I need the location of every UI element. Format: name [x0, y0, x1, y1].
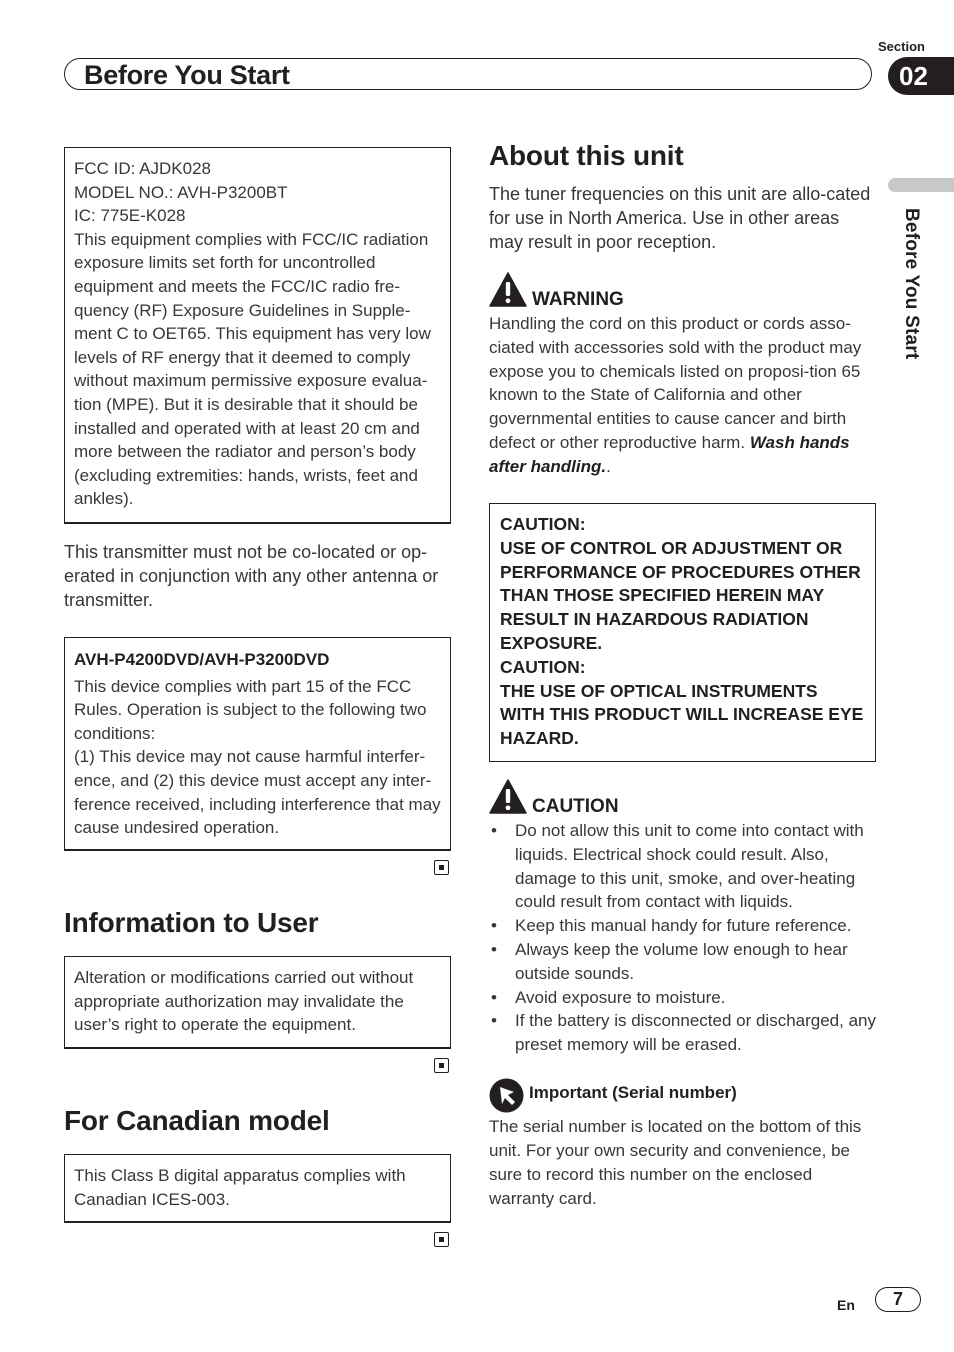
list-item: • Do not allow this unit to come into contact with liquids. Electrical shock could result. Also, damage to this unit, smoke, and over-heating could result from contact with liquids. [489, 819, 879, 914]
list-item: • Keep this manual handy for future reference. [489, 914, 879, 938]
canadian-model-text: This Class B digital apparatus complies with Canadian ICES-003. [74, 1166, 406, 1209]
warning-emphasis: Wash hands after handling. [489, 432, 850, 476]
laser-caution-line-3: CAUTION: [500, 656, 586, 677]
fcc-part15-text-2: (1) This device may not cause harmful interfer-ence, and (2) this device must accept any inter-ference received, including interference that may cause undesired operation. [74, 747, 441, 838]
important-text: The serial number is located on the bottom of this unit. For your own security and convenience, be sure to record this number on the enclosed warranty card. [489, 1117, 862, 1208]
list-item: • Avoid exposure to moisture. [489, 986, 879, 1010]
warning-tail: . [606, 456, 611, 476]
list-item: • If the battery is disconnected or discharged, any preset memory will be erased. [489, 1009, 879, 1057]
important-title: Important (Serial number) [529, 1083, 737, 1102]
caution-title: CAUTION [532, 796, 619, 817]
laser-caution-line-1: CAUTION: [500, 514, 586, 534]
side-tab-bar [888, 178, 954, 192]
section-label: Section [878, 39, 925, 54]
ic-line: IC: 775E-K028 [74, 206, 186, 226]
page-header-title: Before You Start [84, 60, 290, 90]
fcc-exposure-box [64, 147, 451, 524]
end-of-section-icon [434, 1232, 449, 1247]
information-to-user-box [64, 956, 451, 1049]
warning-triangle-icon [489, 272, 527, 308]
about-this-unit-heading: About this unit [489, 140, 684, 171]
information-to-user-text: Alteration or modifications carried out without appropriate authorization may invalidate the user’s right to operate the equipment. [74, 968, 414, 1035]
side-tab-label: Before You Start [901, 208, 922, 360]
fcc-part15-title: AVH-P4200DVD/AVH-P3200DVD [74, 650, 330, 669]
canadian-model-box [64, 1154, 451, 1223]
canadian-model-heading: For Canadian model [64, 1105, 330, 1136]
laser-caution-box [489, 503, 876, 762]
caution-list [489, 819, 879, 1057]
warning-title: WARNING [532, 289, 624, 310]
model-number-line: MODEL NO.: AVH-P3200BT [74, 182, 288, 202]
about-this-unit-text: The tuner frequencies on this unit are allo-cated for use in North America. Use in other areas may result in poor reception. [489, 184, 871, 252]
section-number-badge: 02 [888, 57, 954, 95]
information-to-user-heading: Information to User [64, 907, 319, 938]
fcc-part15-box [64, 637, 451, 851]
end-of-section-icon [434, 1058, 449, 1073]
warning-text-block [489, 312, 877, 479]
fcc-part15-text-1: This device complies with part 15 of the FCC Rules. Operation is subject to the following two conditions: [74, 676, 427, 743]
laser-caution-line-4: THE USE OF OPTICAL INSTRUMENTS WITH THIS PRODUCT WILL INCREASE EYE HAZARD. [500, 680, 864, 749]
transmitter-text: This transmitter must not be co-located or op-erated in conjunction with any other antenna or transmitter. [64, 542, 439, 610]
page-number: 7 [875, 1287, 921, 1312]
caution-triangle-icon [489, 779, 527, 815]
laser-caution-line-2: USE OF CONTROL OR ADJUSTMENT OR PERFORMANCE OF PROCEDURES OTHER THAN THOSE SPECIFIED HEREIN MAY RESULT IN HAZARDOUS RADIATION EXPOSURE. [500, 537, 861, 653]
warning-text: Handling the cord on this product or cords asso-ciated with accessories sold with the product may expose you to chemicals listed on proposi-tion 65 known to the State of California and other governmental entities to cause cancer and birth defect or other reproductive harm. [489, 314, 862, 452]
end-of-section-icon [434, 860, 449, 875]
fcc-id-line: FCC ID: AJDK028 [74, 159, 211, 178]
footer-language: En [837, 1297, 855, 1313]
important-pointer-icon [489, 1078, 524, 1113]
list-item: • Always keep the volume low enough to hear outside sounds. [489, 938, 879, 986]
fcc-exposure-text: This equipment complies with FCC/IC radiation exposure limits set forth for uncontrolled equipment and meets the FCC/IC radio fre-quency (RF) Exposure Guidelines in Supple-ment C to OET65. This equipment has very low levels of RF energy that it deemed to comply without maximum permissive exposure evalua-tion (MPE). But it is desirable that it should be installed and operated with at least 20 cm and more between the radiator and person’s body (excluding extremities: hands, wrists, feet and ankles). [74, 229, 431, 509]
